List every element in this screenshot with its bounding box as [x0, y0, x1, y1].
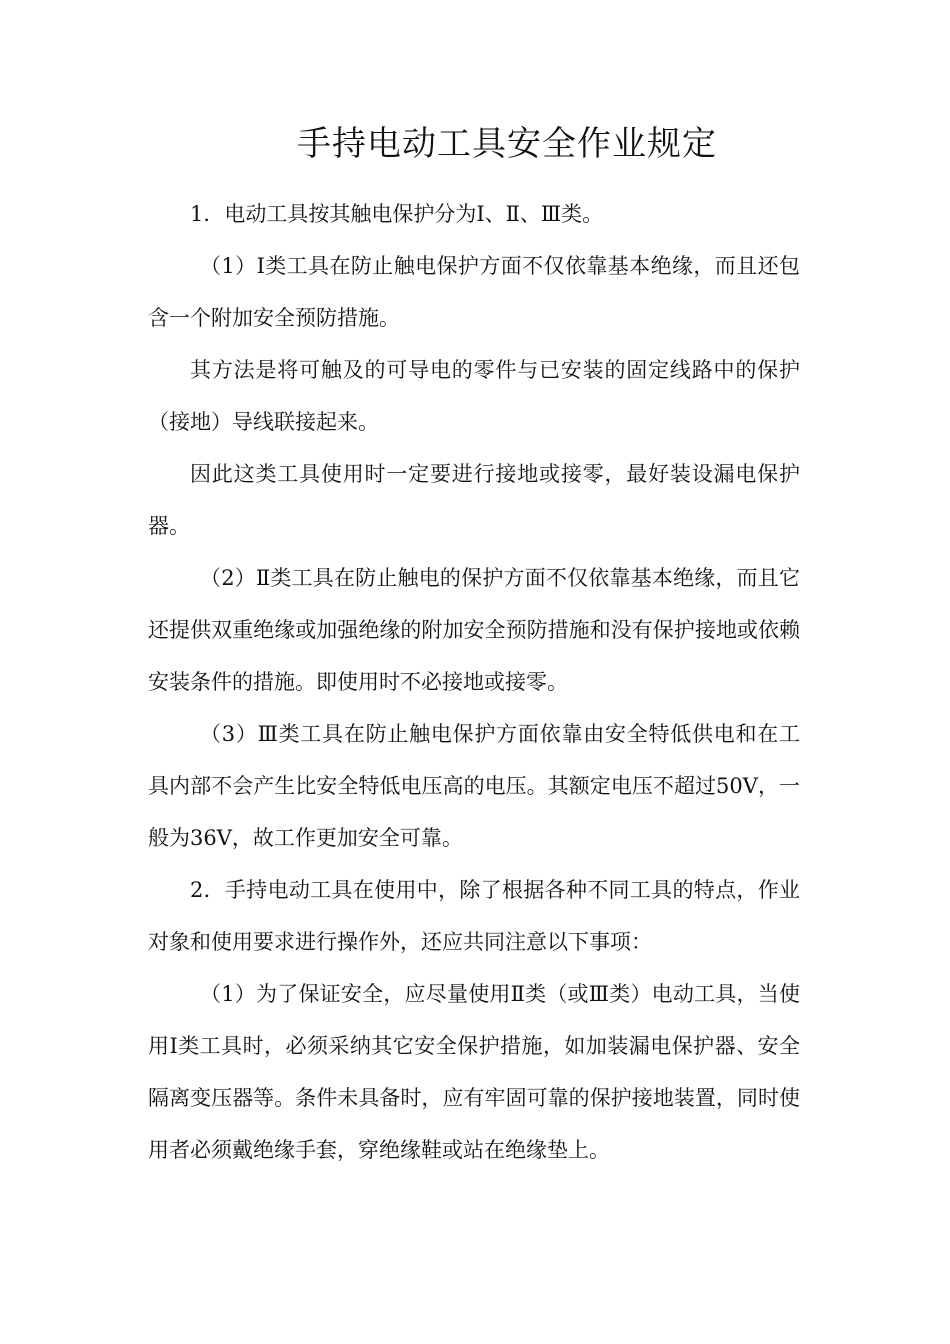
document-title: 手持电动工具安全作业规定	[297, 124, 717, 164]
paragraph-class-1-method: 其方法是将可触及的可导电的零件与已安装的固定线路中的保护（接地）导线联接起来。	[148, 358, 800, 434]
document-body	[148, 188, 800, 1176]
paragraph-tool-classes: 1．电动工具按其触电保护分为Ⅰ、Ⅱ、Ⅲ类。	[190, 202, 604, 226]
paragraph-class-1: （1）Ⅰ类工具在防止触电保护方面不仅依靠基本绝缘，而且还包含一个附加安全预防措施。	[148, 254, 800, 330]
paragraph-class-2: （2）Ⅱ类工具在防止触电的保护方面不仅依靠基本绝缘，而且它还提供双重绝缘或加强绝缘的附加安全预防措施和没有保护接地或依赖安装条件的措施。即使用时不必接地或接零。	[148, 566, 800, 694]
paragraph-class-3: （3）Ⅲ类工具在防止触电保护方面依靠由安全特低供电和在工具内部不会产生比安全特低电压高的电压。其额定电压不超过50V，一般为36V，故工作更加安全可靠。	[148, 722, 800, 850]
paragraph-class-1-grounding: 因此这类工具使用时一定要进行接地或接零，最好装设漏电保护器。	[148, 462, 800, 538]
paragraph-usage-note-1: （1）为了保证安全，应尽量使用Ⅱ类（或Ⅲ类）电动工具，当使用Ⅰ类工具时，必须采纳其它安全保护措施，如加装漏电保护器、安全隔离变压器等。条件未具备时，应有牢固可靠的保护接地装置，同时使用者必须戴绝缘手套，穿绝缘鞋或站在绝缘垫上。	[148, 982, 800, 1162]
paragraph-usage-notes: 2．手持电动工具在使用中，除了根据各种不同工具的特点，作业对象和使用要求进行操作外，还应共同注意以下事项：	[148, 878, 800, 954]
